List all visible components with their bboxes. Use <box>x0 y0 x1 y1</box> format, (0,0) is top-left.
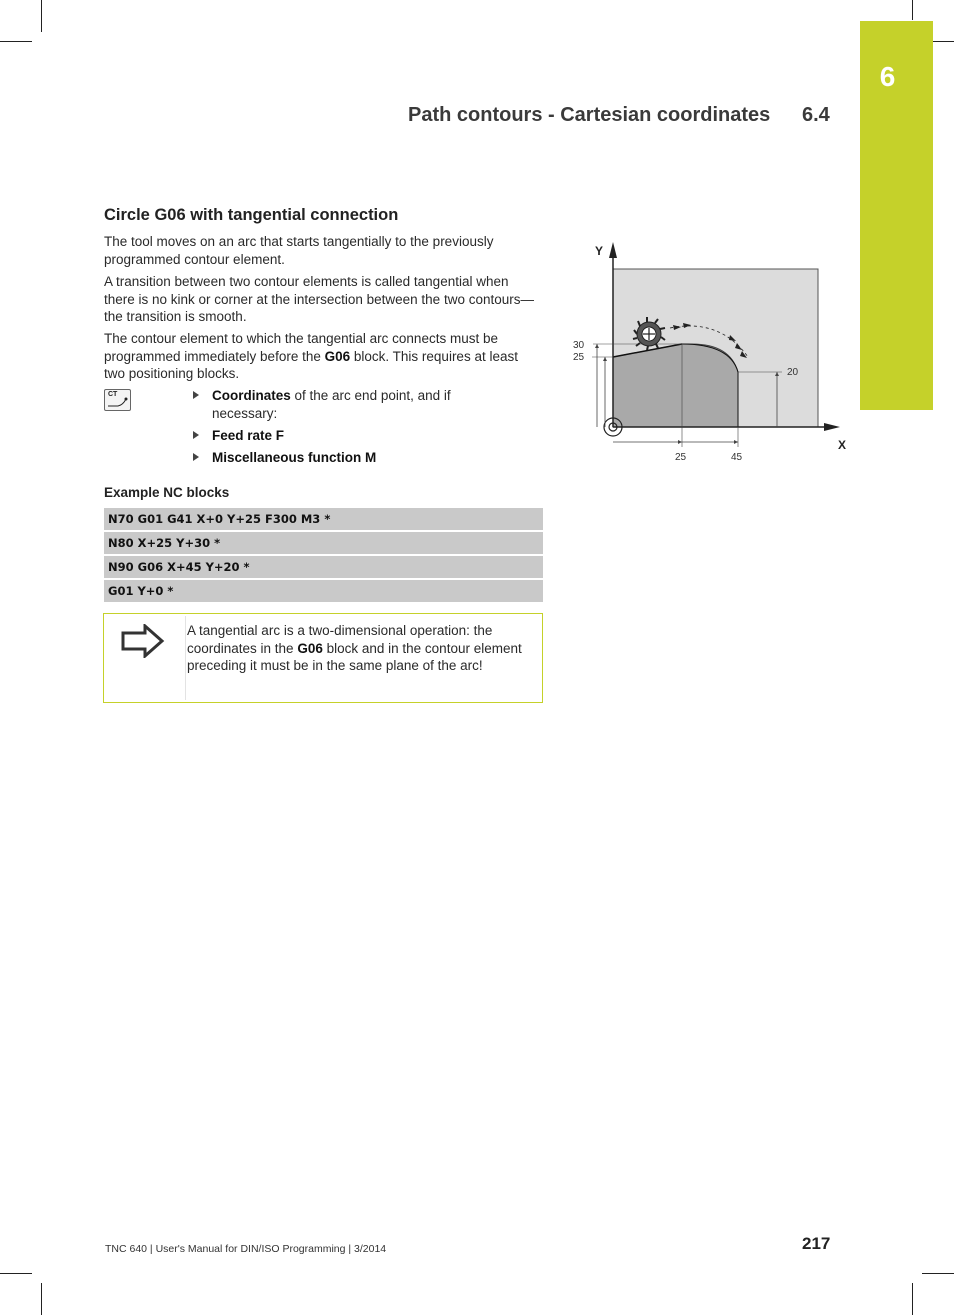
crop-mark <box>0 41 32 42</box>
example-title: Example NC blocks <box>104 485 230 500</box>
x-axis-label: X <box>838 438 847 452</box>
running-header-title: Path contours - Cartesian coordinates <box>408 104 771 126</box>
paragraph <box>104 330 542 383</box>
contour-diagram <box>570 230 860 470</box>
note-text-part: A tangential arc is a two-dimensional operation: the coordinates in the <box>187 623 493 656</box>
running-header-section-number: 6.4 <box>802 104 830 126</box>
arrow-right-icon <box>120 624 166 658</box>
dim-arrow-icon <box>595 344 599 348</box>
section-title: Circle G06 with tangential connection <box>104 206 399 224</box>
crop-mark <box>41 0 42 32</box>
nc-block-row: G01 Y+0 * <box>104 580 543 602</box>
ct-key-label: CT <box>108 391 118 398</box>
dim-label-x45: 45 <box>731 452 743 463</box>
note-box <box>103 613 543 703</box>
bullet-arrow-icon <box>193 453 199 461</box>
crop-mark <box>922 1273 954 1274</box>
bullet-bold: Miscellaneous function M <box>212 450 377 465</box>
footer-text: TNC 640 | User's Manual for DIN/ISO Programming | 3/2014 <box>105 1243 387 1255</box>
crop-mark <box>912 0 913 20</box>
ct-key-icon <box>104 389 131 411</box>
nc-block-row: N80 X+25 Y+30 * <box>104 532 543 554</box>
diagram-part-shape <box>613 344 738 427</box>
paragraph: The tool moves on an arc that starts tangentially to the previously programmed contour element. <box>104 234 494 267</box>
x-axis-arrow-icon <box>824 423 840 431</box>
bullet-arrow-icon <box>193 391 199 399</box>
chapter-tab <box>860 21 933 410</box>
paragraph-text: block. This requires at least two positioning blocks. <box>104 348 518 381</box>
paragraph-bold-code: G06 <box>324 348 351 364</box>
dim-label-y25: 25 <box>573 352 585 363</box>
paragraph: A transition between two contour elements is called tangential when there is no kink or corner at the intersection between the two contours—the transition is smooth. <box>104 274 534 324</box>
bullet-arrow-icon <box>193 431 199 439</box>
note-text-part: block and in the contour element preceding it must be in the same plane of the arc! <box>187 640 522 673</box>
dim-arrow-icon <box>734 440 738 444</box>
y-axis-label: Y <box>595 244 604 258</box>
dim-label-x25: 25 <box>675 452 687 463</box>
nc-block-row: N70 G01 G41 X+0 Y+25 F300 M3 * <box>104 508 543 530</box>
note-text <box>187 622 532 675</box>
dim-label-y30: 30 <box>573 340 585 351</box>
crop-mark <box>912 1283 913 1315</box>
bullet-bold: Coordinates <box>212 388 291 403</box>
note-divider <box>185 616 186 700</box>
ct-arc-glyph <box>105 390 130 410</box>
crop-mark <box>0 1273 32 1274</box>
dim-label-y20: 20 <box>787 367 799 378</box>
nc-block-row: N90 G06 X+45 Y+20 * <box>104 556 543 578</box>
paragraph-text: The contour element to which the tangential arc connects must be programmed immediately before the <box>104 331 498 364</box>
crop-mark <box>41 1283 42 1315</box>
note-bold-code: G06 <box>297 640 323 656</box>
page-number: 217 <box>802 1234 831 1253</box>
chapter-number: 6 <box>879 61 896 92</box>
dim-arrow-icon <box>603 357 607 361</box>
bullet-bold: Feed rate F <box>212 428 285 443</box>
bullet-text: of the arc end point, and if necessary: <box>212 388 451 421</box>
dim-arrow-icon <box>678 440 682 444</box>
y-axis-arrow-icon <box>609 242 617 258</box>
